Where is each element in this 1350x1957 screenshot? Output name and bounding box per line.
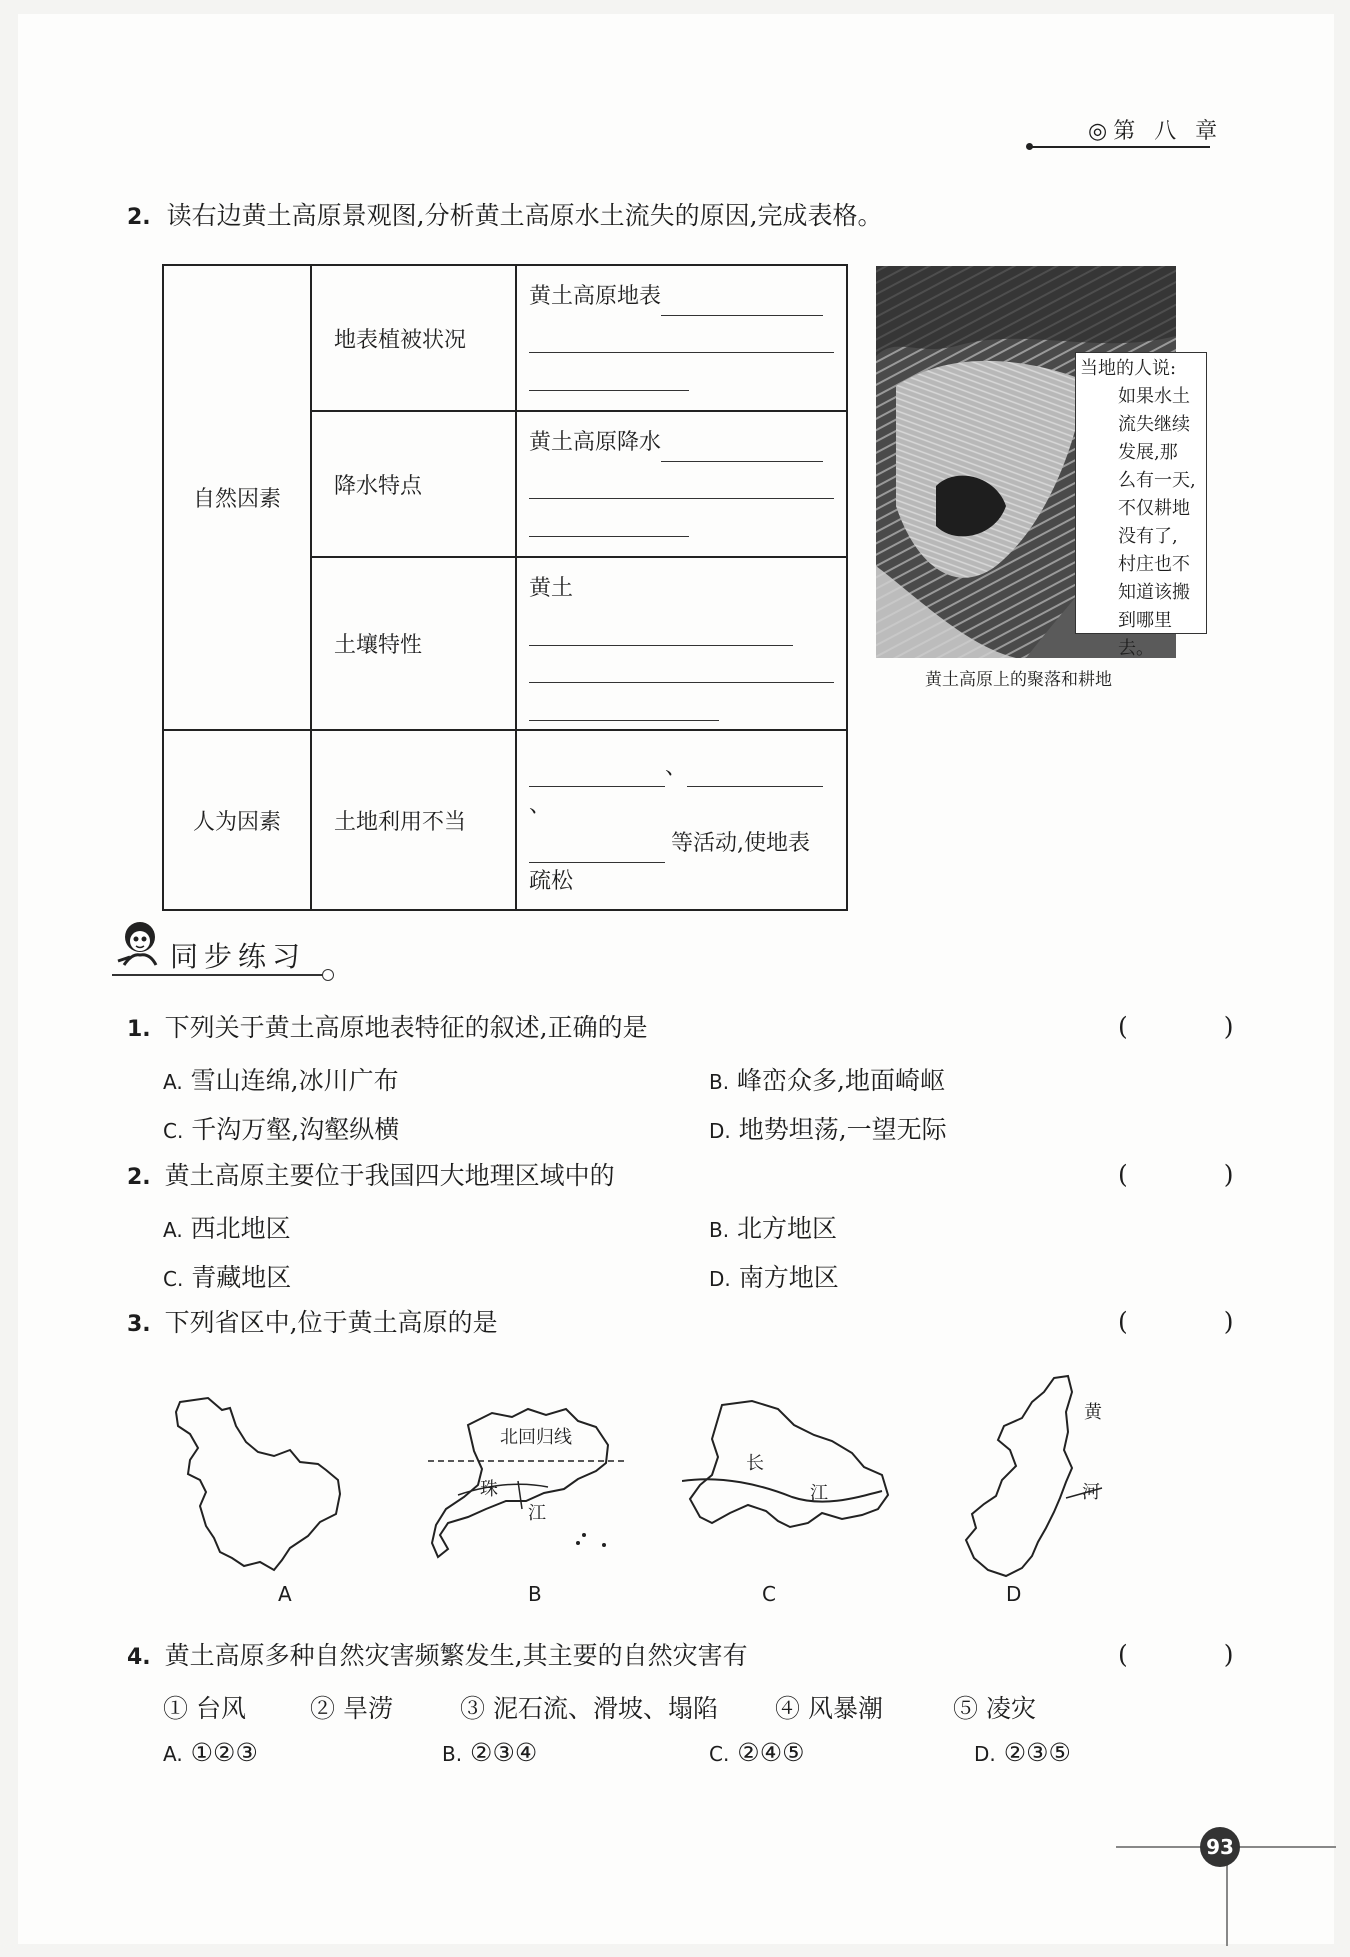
disaster-item: ③ 泥石流、滑坡、塌陷 <box>460 1694 718 1723</box>
option-text: ②③④ <box>470 1738 538 1767</box>
province-outline-a <box>170 1390 350 1580</box>
question-number: 2. <box>127 1165 151 1190</box>
factor-precipitation: 降水特点 <box>311 411 516 557</box>
end-text: 疏松 <box>529 869 574 894</box>
speech-box <box>1075 352 1207 659</box>
map-option-a[interactable] <box>170 1390 350 1606</box>
answer-blank[interactable] <box>529 694 719 721</box>
map-letter: C <box>762 1582 776 1606</box>
disaster-item: ④ 风暴潮 <box>775 1694 883 1723</box>
option-text: 地势坦荡,一望无际 <box>738 1115 947 1144</box>
answer-bracket[interactable]: ( ) <box>1118 1640 1278 1669</box>
map-option-b[interactable] <box>428 1385 628 1606</box>
chapter-rule-dot <box>1026 143 1033 150</box>
lead-text: 黄土高原地表 <box>529 284 662 309</box>
section-rule <box>112 974 328 976</box>
answer-blank[interactable] <box>529 364 689 391</box>
factor-soil: 土壤特性 <box>311 557 516 730</box>
question-text: 下列省区中,位于黄土高原的是 <box>164 1308 498 1337</box>
option-letter: A. <box>163 1070 183 1094</box>
option-d[interactable] <box>709 1110 947 1146</box>
province-outline-b <box>428 1385 628 1575</box>
answer-blank[interactable] <box>529 619 793 646</box>
map-label: 北回归线 <box>500 1427 572 1448</box>
map-letter: A <box>278 1582 292 1606</box>
option-text: ②④⑤ <box>737 1738 805 1767</box>
speech-line: 么有一天, <box>1118 470 1196 491</box>
question-3 <box>127 1307 498 1341</box>
question-4 <box>127 1640 748 1674</box>
factor-vegetation: 地表植被状况 <box>311 265 516 411</box>
option-c[interactable] <box>163 1258 291 1294</box>
option-text: ②③⑤ <box>1003 1738 1071 1767</box>
map-label: 长 <box>746 1453 764 1474</box>
question-number: 3. <box>127 1312 151 1337</box>
answer-bracket[interactable]: ( ) <box>1118 1307 1278 1336</box>
option-c[interactable] <box>709 1738 805 1767</box>
option-text: 千沟万壑,沟壑纵横 <box>191 1115 400 1144</box>
answer-cell-land-use <box>516 730 847 910</box>
question-1 <box>127 1012 648 1046</box>
option-c[interactable] <box>163 1110 399 1146</box>
question-2 <box>127 1160 615 1194</box>
answer-cell-vegetation <box>516 265 847 411</box>
answer-blank[interactable] <box>529 836 665 863</box>
map-label: 江 <box>810 1483 828 1504</box>
option-letter: C. <box>163 1119 184 1143</box>
answer-bracket[interactable]: ( ) <box>1118 1160 1278 1189</box>
option-letter: D. <box>709 1119 731 1143</box>
disaster-item: ② 旱涝 <box>310 1694 393 1723</box>
speech-line: 流失继续 <box>1118 414 1190 435</box>
speech-line: 村庄也不 <box>1118 554 1190 575</box>
intro-question <box>127 200 883 234</box>
answer-blank[interactable] <box>529 510 689 537</box>
answer-blank[interactable] <box>529 760 665 787</box>
speech-line: 到哪里去。 <box>1118 610 1172 659</box>
option-b[interactable] <box>709 1209 837 1245</box>
lead-text: 黄土高原降水 <box>529 430 662 455</box>
question-number: 1. <box>127 1017 151 1042</box>
option-letter: B. <box>709 1218 730 1242</box>
analysis-table <box>162 264 848 911</box>
option-text: ①②③ <box>190 1738 258 1767</box>
page-number: 93 <box>1200 1827 1240 1867</box>
option-text: 青藏地区 <box>191 1263 292 1292</box>
answer-blank[interactable] <box>529 318 834 353</box>
option-letter: A. <box>163 1742 183 1766</box>
map-label: 河 <box>1082 1482 1100 1503</box>
question-text: 黄土高原主要位于我国四大地理区域中的 <box>164 1161 615 1190</box>
chapter-heading: ◎第 八 章 <box>1088 119 1224 144</box>
option-letter: C. <box>709 1742 730 1766</box>
speech-line: 当地的人说: <box>1080 358 1177 379</box>
speech-line: 发展,那 <box>1118 442 1178 463</box>
speech-line: 知道该搬 <box>1118 582 1190 603</box>
option-d[interactable] <box>709 1258 839 1294</box>
intro-question-text: 读右边黄土高原景观图,分析黄土高原水土流失的原因,完成表格。 <box>166 201 883 230</box>
map-option-d[interactable] <box>962 1372 1122 1606</box>
separator: 、 <box>529 793 552 818</box>
option-letter: C. <box>163 1267 184 1291</box>
disaster-item: ⑤ 凌灾 <box>953 1694 1036 1723</box>
option-text: 北方地区 <box>737 1214 838 1243</box>
province-outline-c <box>682 1395 892 1545</box>
speech-line: 如果水土 <box>1118 386 1190 407</box>
option-b[interactable] <box>442 1738 537 1767</box>
map-label: 黄 <box>1084 1402 1102 1423</box>
mascot-icon <box>110 915 166 975</box>
answer-blank[interactable] <box>529 648 834 683</box>
answer-cell-precipitation <box>516 411 847 557</box>
photo-caption: 黄土高原上的聚落和耕地 <box>925 670 1112 690</box>
factor-land-use: 土地利用不当 <box>311 730 516 910</box>
option-text: 峰峦众多,地面崎岖 <box>737 1066 945 1095</box>
option-a[interactable] <box>163 1209 291 1245</box>
option-a[interactable] <box>163 1061 399 1097</box>
question-number: 4. <box>127 1645 151 1670</box>
option-letter: A. <box>163 1218 183 1242</box>
lead-text: 黄土 <box>529 576 574 601</box>
human-factor-cell: 人为因素 <box>163 730 311 910</box>
speech-line: 不仅耕地 <box>1118 498 1190 519</box>
answer-blank[interactable] <box>661 289 823 316</box>
option-text: 雪山连绵,冰川广布 <box>190 1066 399 1095</box>
answer-blank[interactable] <box>529 464 834 499</box>
option-letter: D. <box>709 1267 731 1291</box>
map-letter: D <box>1006 1582 1022 1606</box>
question-text: 黄土高原多种自然灾害频繁发生,其主要的自然灾害有 <box>164 1641 748 1670</box>
option-text: 南方地区 <box>738 1263 839 1292</box>
option-d[interactable] <box>974 1738 1071 1767</box>
map-letter: B <box>528 1582 542 1606</box>
disaster-item: ① 台风 <box>163 1694 246 1723</box>
answer-blank[interactable] <box>661 435 823 462</box>
map-label: 江 <box>528 1503 546 1524</box>
section-title: 同步练习 <box>170 940 307 973</box>
map-option-c[interactable] <box>682 1395 892 1606</box>
question-text: 下列关于黄土高原地表特征的叙述,正确的是 <box>164 1013 648 1042</box>
option-letter: D. <box>974 1742 996 1766</box>
map-label: 珠 <box>480 1479 498 1500</box>
separator: 、 <box>665 755 688 780</box>
option-letter: B. <box>442 1742 463 1766</box>
option-letter: B. <box>709 1070 730 1094</box>
speech-line: 没有了, <box>1118 526 1178 547</box>
option-b[interactable] <box>709 1061 945 1097</box>
chapter-rule <box>1030 146 1210 148</box>
intro-question-number: 2. <box>127 205 151 230</box>
natural-factor-cell: 自然因素 <box>163 265 311 730</box>
section-rule-dot <box>322 969 334 981</box>
option-a[interactable] <box>163 1738 258 1767</box>
answer-cell-soil <box>516 557 847 730</box>
answer-bracket[interactable]: ( ) <box>1118 1012 1278 1041</box>
answer-blank[interactable] <box>687 760 823 787</box>
continuation-text: 等活动,使地表 <box>671 831 810 856</box>
option-text: 西北地区 <box>190 1214 291 1243</box>
